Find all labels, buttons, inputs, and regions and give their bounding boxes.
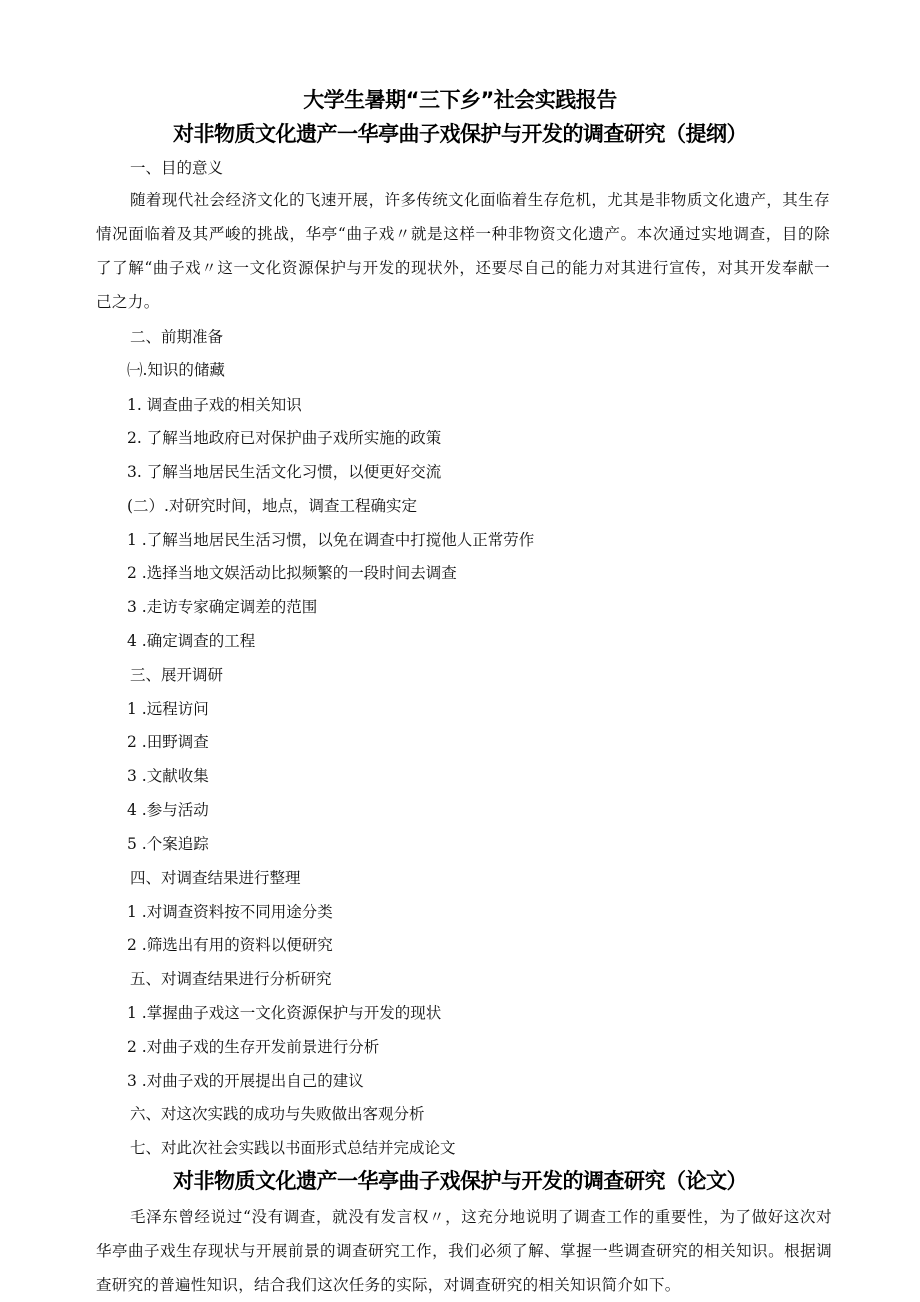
section-2-sub1-heading: ㈠.知识的储藏: [127, 361, 225, 379]
section-4-item-2: 2 .筛选出有用的资料以便研究: [127, 936, 333, 954]
report-subtitle: 对非物质文化遗产一华亭曲子戏保护与开发的调查研究（提纲）: [173, 122, 747, 146]
paper-paragraph: 毛泽东曾经说过“没有调查，就没有发言权〃，这充分地说明了调查工作的重要性，为了做好这次对华亭曲子戏生存现状与开展前景的调查研究工作，我们必须了解、掌握一些调查研究的相关知识。根据调查研究的普遍性知识，结合我们这次任务的实际，对调查研究的相关知识简介如下。: [96, 1208, 832, 1294]
section-2-sub2-item-3: 3 .走访专家确定调差的范围: [127, 598, 318, 616]
section-5-item-1: 1 .掌握曲子戏这一文化资源保护与开发的现状: [127, 1004, 442, 1022]
section-2-sub2-item-4: 4 .确定调查的工程: [127, 632, 256, 650]
section-2-heading: 二、前期准备: [130, 328, 224, 346]
section-2-sub1-item-3: 3. 了解当地居民生活文化习惯，以便更好交流: [127, 463, 442, 481]
section-2-sub1-item-1: 1. 调查曲子戏的相关知识: [127, 396, 302, 414]
section-7-heading: 七、对此次社会实践以书面形式总结并完成论文: [130, 1139, 456, 1157]
section-1-heading: 一、目的意义: [130, 159, 224, 177]
section-2-sub1-item-2: 2. 了解当地政府已对保护曲子戏所实施的政策: [127, 429, 442, 447]
section-3-heading: 三、展开调研: [130, 666, 224, 684]
section-1-paragraph: 随着现代社会经济文化的飞速开展，许多传统文化面临着生存危机，尤其是非物质文化遗产，其生存情况面临着及其严峻的挑战，华亭“曲子戏〃就是这样一种非物资文化遗产。本次通过实地调查，目的除了了解“曲子戏〃这一文化资源保护与开发的现状外，还要尽自己的能力对其进行宣传，对其开发奉献一己之力。: [96, 191, 830, 311]
section-3-item-3: 3 .文献收集: [127, 767, 209, 785]
section-5-item-2: 2 .对曲子戏的生存开发前景进行分析: [127, 1038, 380, 1056]
section-3-item-2: 2 .田野调查: [127, 733, 209, 751]
section-2-sub2-heading: (二）.对研究时间，地点，调查工程确实定: [127, 497, 417, 515]
section-4-item-1: 1 .对调查资料按不同用途分类: [127, 903, 333, 921]
section-5-heading: 五、对调查结果进行分析研究: [130, 970, 332, 988]
section-2-sub2-item-1: 1 .了解当地居民生活习惯，以免在调查中打搅他人正常劳作: [127, 531, 535, 549]
section-6-heading: 六、对这次实践的成功与失败做出客观分析: [130, 1105, 425, 1123]
report-title: 大学生暑期“三下乡”社会实践报告: [303, 88, 617, 112]
section-3-item-1: 1 .远程访问: [127, 700, 209, 718]
section-2-sub2-item-2: 2 .选择当地文娱活动比拟频繁的一段时间去调查: [127, 564, 457, 582]
section-5-item-3: 3 .对曲子戏的开展提出自己的建议: [127, 1072, 364, 1090]
section-3-item-5: 5 .个案追踪: [127, 835, 209, 853]
paper-title: 对非物质文化遗产一华亭曲子戏保护与开发的调查研究（论文）: [173, 1169, 747, 1193]
section-4-heading: 四、对调查结果进行整理: [130, 869, 301, 887]
section-3-item-4: 4 .参与活动: [127, 801, 209, 819]
